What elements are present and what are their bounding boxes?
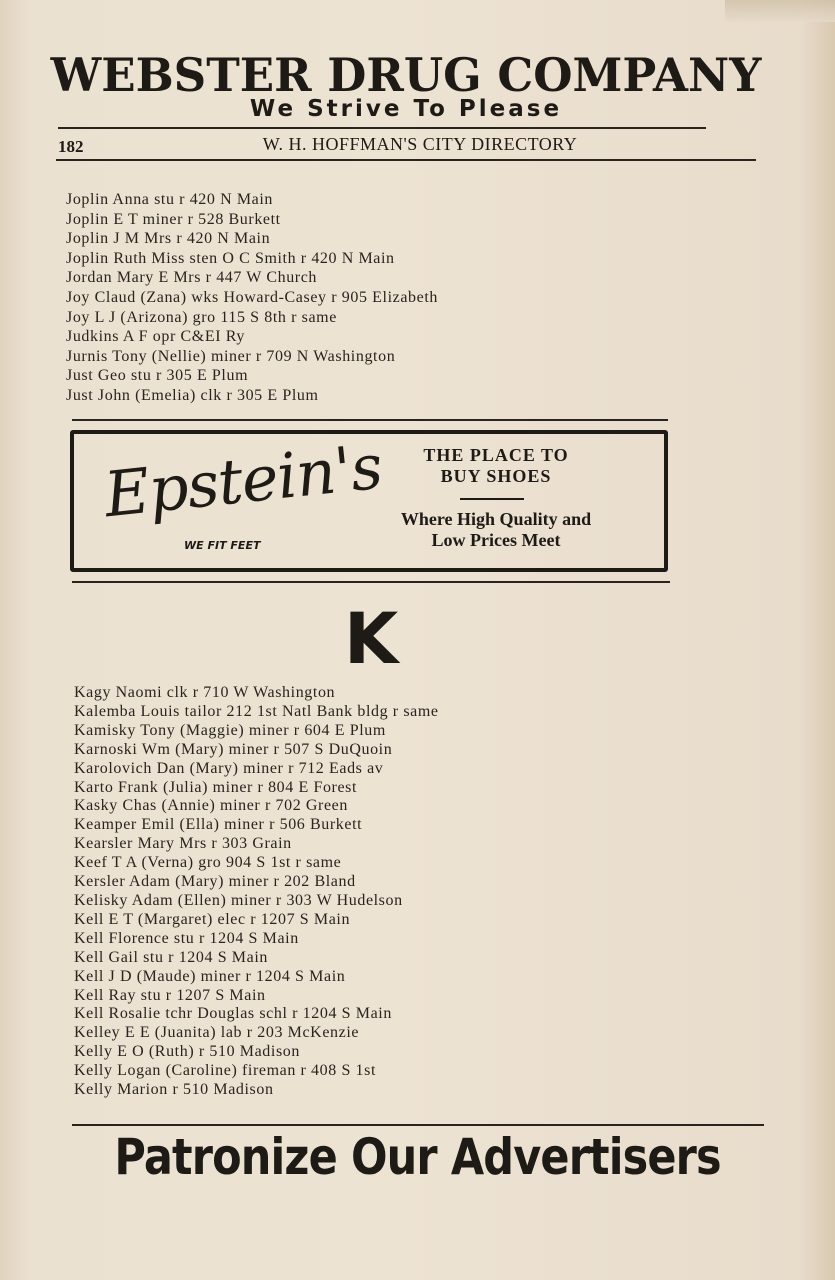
directory-entry: Kell J D (Maude) miner r 1204 S Main — [74, 967, 346, 985]
ad-sub-line-2: Low Prices Meet — [431, 530, 561, 550]
directory-entry: Kell Gail stu r 1204 S Main — [74, 948, 268, 966]
header-rule-lower — [56, 159, 756, 161]
k-entries-list — [74, 684, 634, 1100]
directory-entry: Kelly E O (Ruth) r 510 Madison — [74, 1043, 300, 1061]
directory-entry: Kamisky Tony (Maggie) miner r 604 E Plum — [74, 721, 386, 739]
directory-entry: Joy L J (Arizona) gro 115 S 8th r same — [66, 308, 337, 326]
ad-sub-line-1: Where High Quality and — [400, 509, 592, 529]
directory-entry: Kell Ray stu r 1207 S Main — [74, 986, 266, 1004]
directory-entry: Karolovich Dan (Mary) miner r 712 Eads av — [74, 759, 384, 777]
directory-entry: Joy Claud (Zana) wks Howard-Casey r 905 Elizabeth — [66, 288, 438, 306]
running-head: W. H. HOFFMAN'S CITY DIRECTORY — [262, 134, 578, 154]
page-corner-scuff — [725, 0, 835, 22]
ad-rule-bottom — [72, 581, 670, 583]
directory-entry: Kell E T (Margaret) elec r 1207 S Main — [74, 910, 351, 928]
directory-entry: Kalemba Louis tailor 212 1st Natl Bank bldg r same — [74, 702, 439, 720]
footer-rule — [72, 1124, 764, 1126]
directory-entry: Kersler Adam (Mary) miner r 202 Bland — [74, 873, 356, 891]
directory-entry: Joplin Ruth Miss sten O C Smith r 420 N Main — [66, 249, 395, 267]
footer-slogan: Patronize Our Advertisers — [114, 1128, 721, 1186]
ad-divider — [460, 498, 524, 500]
epsteins-logo: Epstein's — [100, 429, 386, 532]
directory-entry: Keef T A (Verna) gro 904 S 1st r same — [74, 854, 342, 872]
directory-entry: Jordan Mary E Mrs r 447 W Church — [66, 269, 318, 287]
ad-heading-line-2: BUY SHOES — [440, 466, 552, 486]
directory-entry: Joplin J M Mrs r 420 N Main — [66, 230, 271, 248]
directory-entry: Keamper Emil (Ella) miner r 506 Burkett — [74, 816, 363, 834]
epsteins-logo-tagline: WE FIT FEET — [184, 539, 261, 552]
page-number: 182 — [58, 137, 84, 156]
directory-entry: Kearsler Mary Mrs r 303 Grain — [74, 835, 292, 853]
directory-entry: Karnoski Wm (Mary) miner r 507 S DuQuoin — [74, 740, 393, 758]
directory-entry: Kasky Chas (Annie) miner r 702 Green — [74, 797, 348, 815]
directory-entry: Just Geo stu r 305 E Plum — [66, 367, 249, 385]
directory-entry: Kelly Logan (Caroline) fireman r 408 S 1st — [74, 1062, 377, 1080]
directory-entry: Kell Rosalie tchr Douglas schl r 1204 S Main — [74, 1005, 392, 1023]
section-letter: K — [344, 598, 399, 680]
ad-heading-line-1: THE PLACE TO — [423, 445, 569, 465]
directory-entry: Jurnis Tony (Nellie) miner r 709 N Washington — [66, 347, 396, 365]
ad-rule-top — [72, 419, 668, 421]
directory-entry: Judkins A F opr C&EI Ry — [66, 328, 245, 346]
directory-entry: Karto Frank (Julia) miner r 804 E Forest — [74, 778, 358, 796]
header-rule-upper — [58, 127, 706, 129]
directory-entry: Kell Florence stu r 1204 S Main — [74, 929, 299, 947]
directory-entry: Joplin Anna stu r 420 N Main — [66, 191, 274, 208]
j-entries-list — [66, 190, 626, 406]
directory-entry: Kelley E E (Juanita) lab r 203 McKenzie — [74, 1024, 360, 1042]
ad-heading — [368, 445, 624, 487]
directory-entry: Kelisky Adam (Ellen) miner r 303 W Hudelson — [74, 891, 403, 909]
header-company-name: WEBSTER DRUG COMPANY — [50, 48, 762, 102]
header-slogan: We Strive To Please — [249, 96, 563, 122]
directory-entry: Joplin E T miner r 528 Burkett — [66, 210, 281, 228]
ad-subheading — [368, 509, 624, 551]
directory-entry: Kagy Naomi clk r 710 W Washington — [74, 684, 336, 701]
directory-entry: Kelly Marion r 510 Madison — [74, 1081, 274, 1099]
directory-entry: Just John (Emelia) clk r 305 E Plum — [66, 386, 319, 404]
